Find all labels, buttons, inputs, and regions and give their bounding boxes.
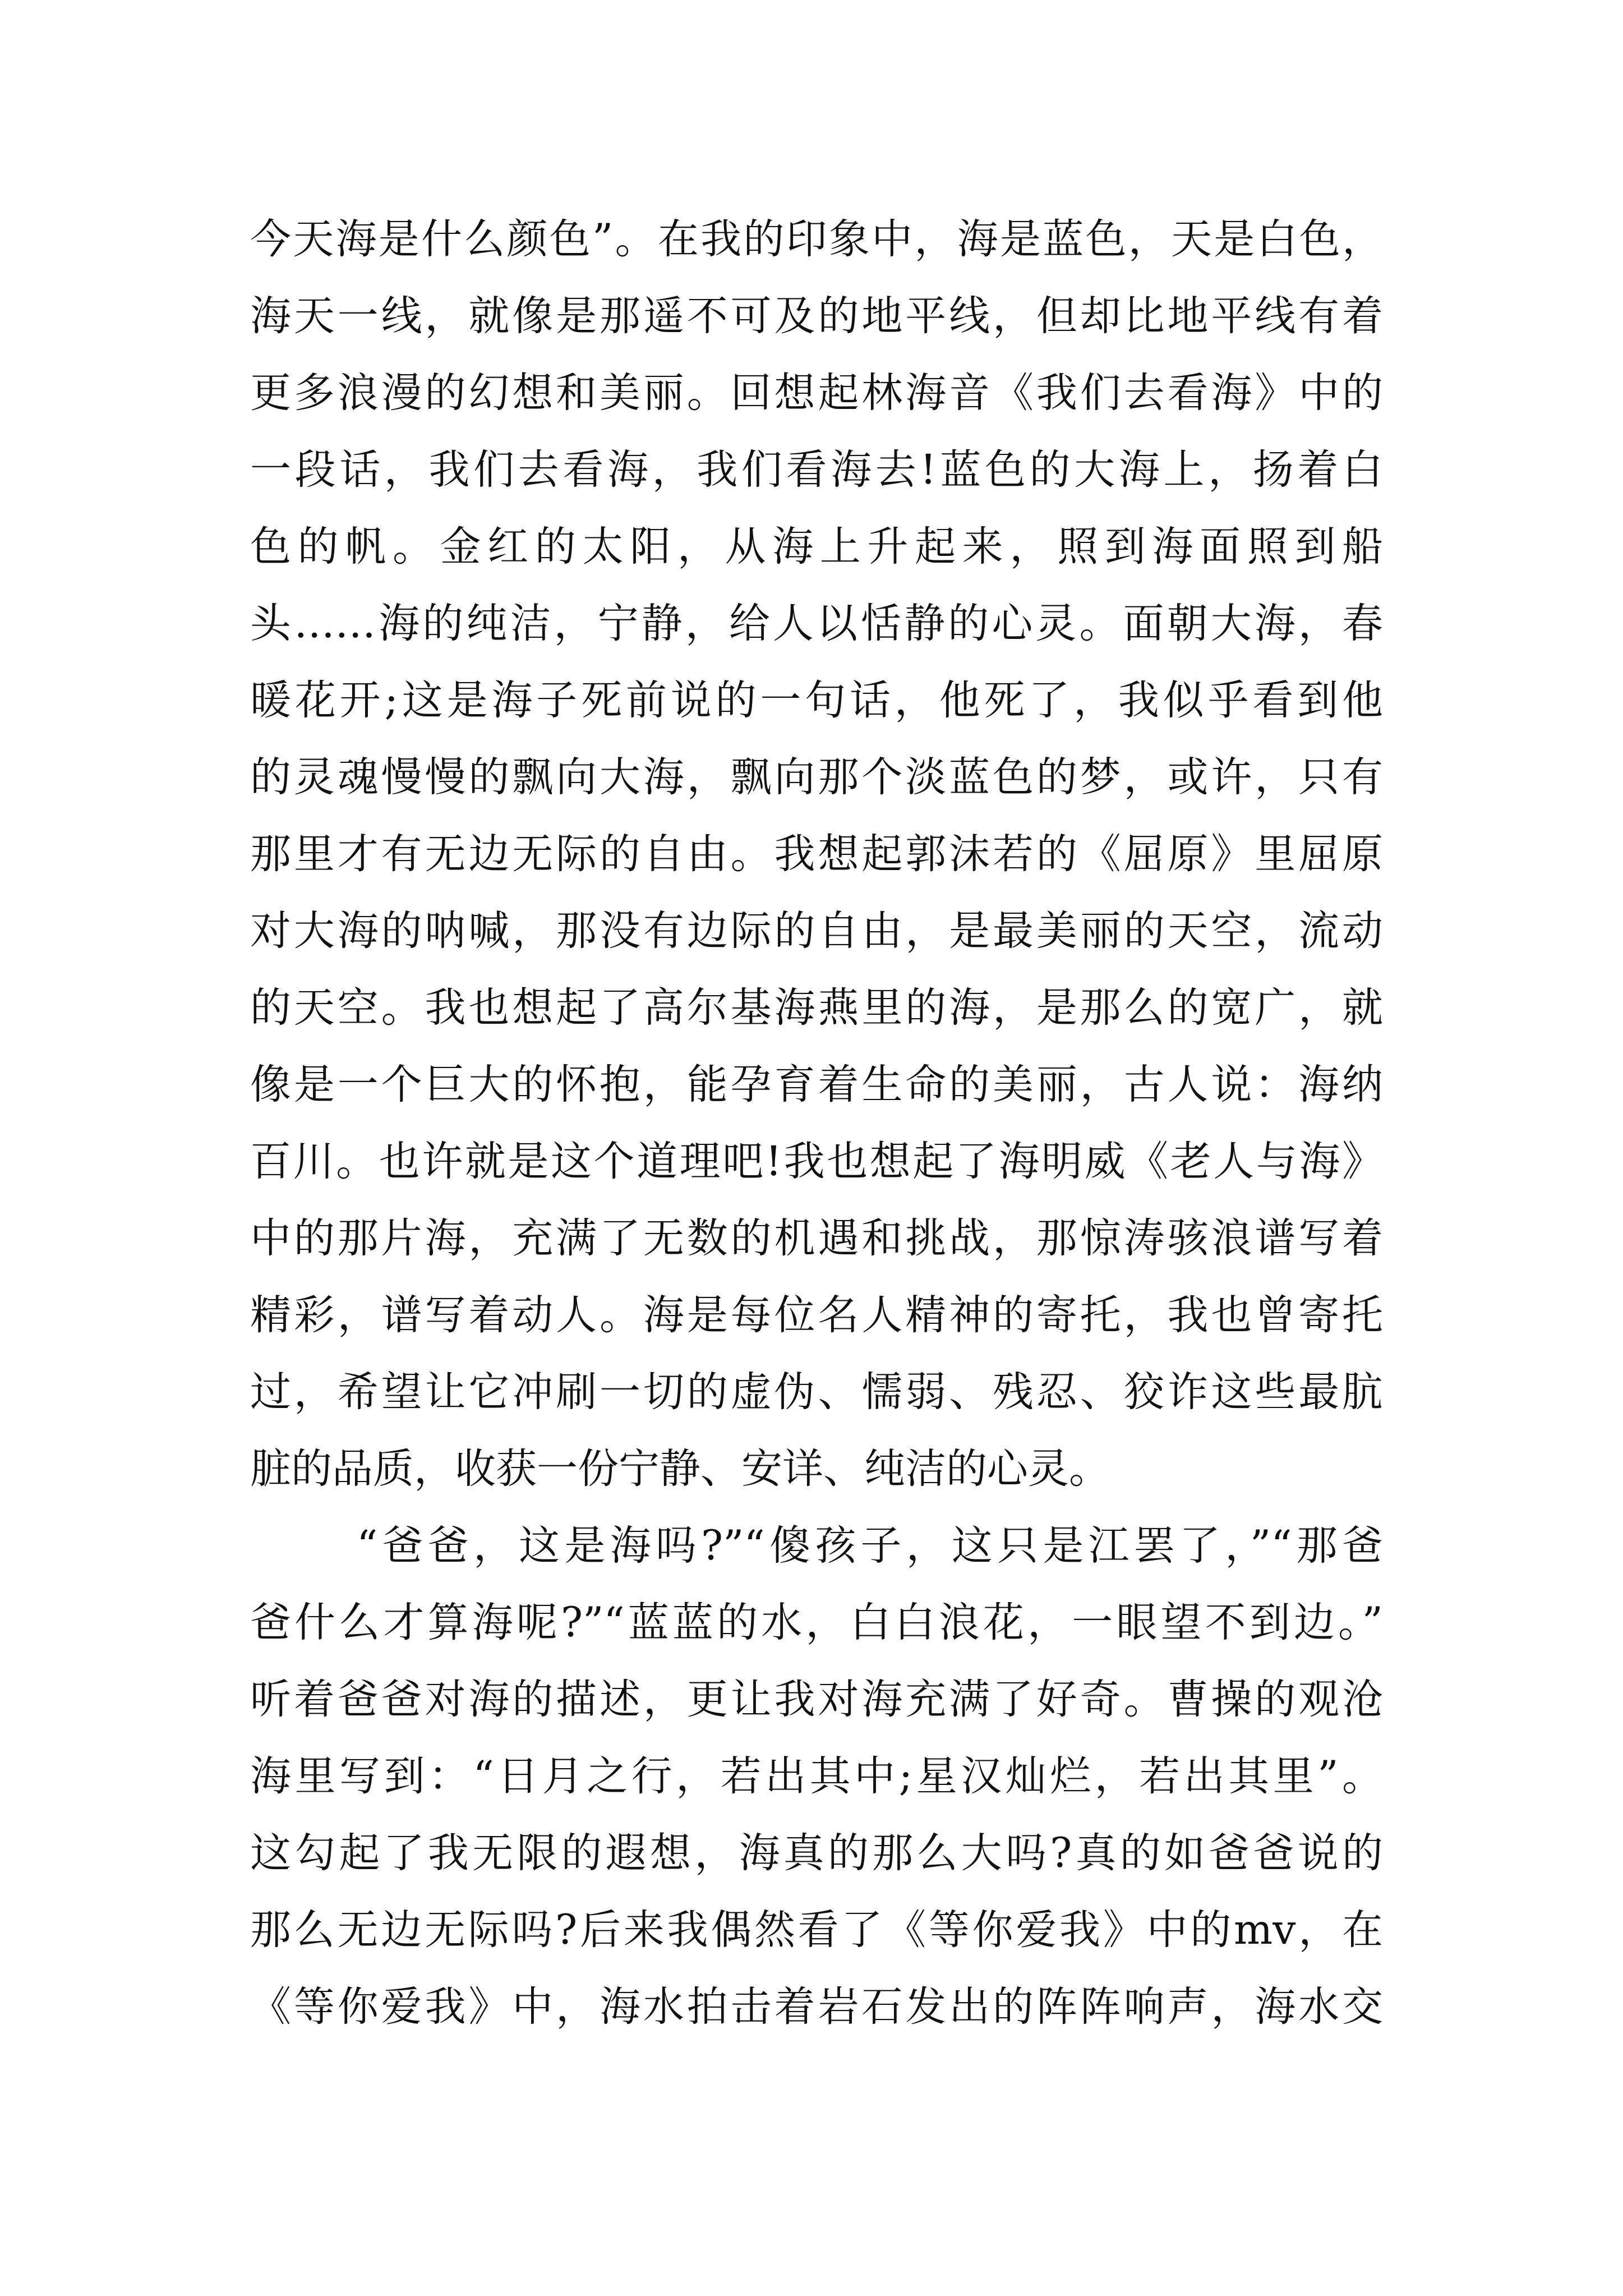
text-line: 《等你爱我》中，海水拍击着岩石发出的阵阵响声，海水交 [250, 1983, 1383, 2031]
text-line: 头……海的纯洁，宁静，给人以恬静的心灵。面朝大海，春 [250, 600, 1383, 647]
paragraph-end-line: 脏的品质，收获一份宁静、安详、纯洁的心灵。 [250, 1445, 1110, 1493]
text-line: 过，希望让它冲刷一切的虚伪、懦弱、残忍、狡诈这些最肮 [250, 1368, 1383, 1416]
text-line: 对大海的呐喊，那没有边际的自由，是最美丽的天空，流动 [250, 907, 1383, 955]
text-line: 海天一线，就像是那遥不可及的地平线，但却比地平线有着 [250, 292, 1383, 340]
text-line: 一段话，我们去看海，我们看海去!蓝色的大海上，扬着白 [250, 446, 1383, 494]
paragraph-first-line: “爸爸，这是海吗?”“傻孩子，这只是江罢了，”“那爸 [357, 1522, 1383, 1570]
text-line: 像是一个巨大的怀抱，能孕育着生命的美丽，古人说：海纳 [250, 1061, 1383, 1108]
text-line: 海里写到：“日月之行，若出其中;星汉灿烂，若出其里”。 [250, 1752, 1383, 1800]
text-line: 百川。也许就是这个道理吧!我也想起了海明威《老人与海》 [250, 1138, 1383, 1185]
text-line: 中的那片海，充满了无数的机遇和挑战，那惊涛骇浪谱写着 [250, 1214, 1383, 1262]
text-line: 爸什么才算海呢?”“蓝蓝的水，白白浪花，一眼望不到边。” [250, 1599, 1383, 1646]
text-line: 的天空。我也想起了高尔基海燕里的海，是那么的宽广，就 [250, 984, 1383, 1032]
text-line: 暖花开;这是海子死前说的一句话，他死了，我似乎看到他 [250, 677, 1383, 724]
text-line: 更多浪漫的幻想和美丽。回想起林海音《我们去看海》中的 [250, 369, 1383, 417]
text-line: 色的帆。金红的太阳，从海上升起来，照到海面照到船 [250, 523, 1383, 570]
text-line: 今天海是什么颜色”。在我的印象中，海是蓝色，天是白色， [250, 215, 1383, 263]
text-line: 那么无边无际吗?后来我偶然看了《等你爱我》中的mv，在 [250, 1906, 1383, 1954]
text-line: 那里才有无边无际的自由。我想起郭沫若的《屈原》里屈原 [250, 830, 1383, 878]
body-text [250, 201, 1383, 2045]
text-line: 的灵魂慢慢的飘向大海，飘向那个淡蓝色的梦，或许，只有 [250, 753, 1383, 801]
text-line: 精彩，谱写着动人。海是每位名人精神的寄托，我也曾寄托 [250, 1291, 1383, 1339]
text-line: 这勾起了我无限的遐想，海真的那么大吗?真的如爸爸说的 [250, 1829, 1383, 1877]
text-line: 听着爸爸对海的描述，更让我对海充满了好奇。曹操的观沧 [250, 1676, 1383, 1723]
